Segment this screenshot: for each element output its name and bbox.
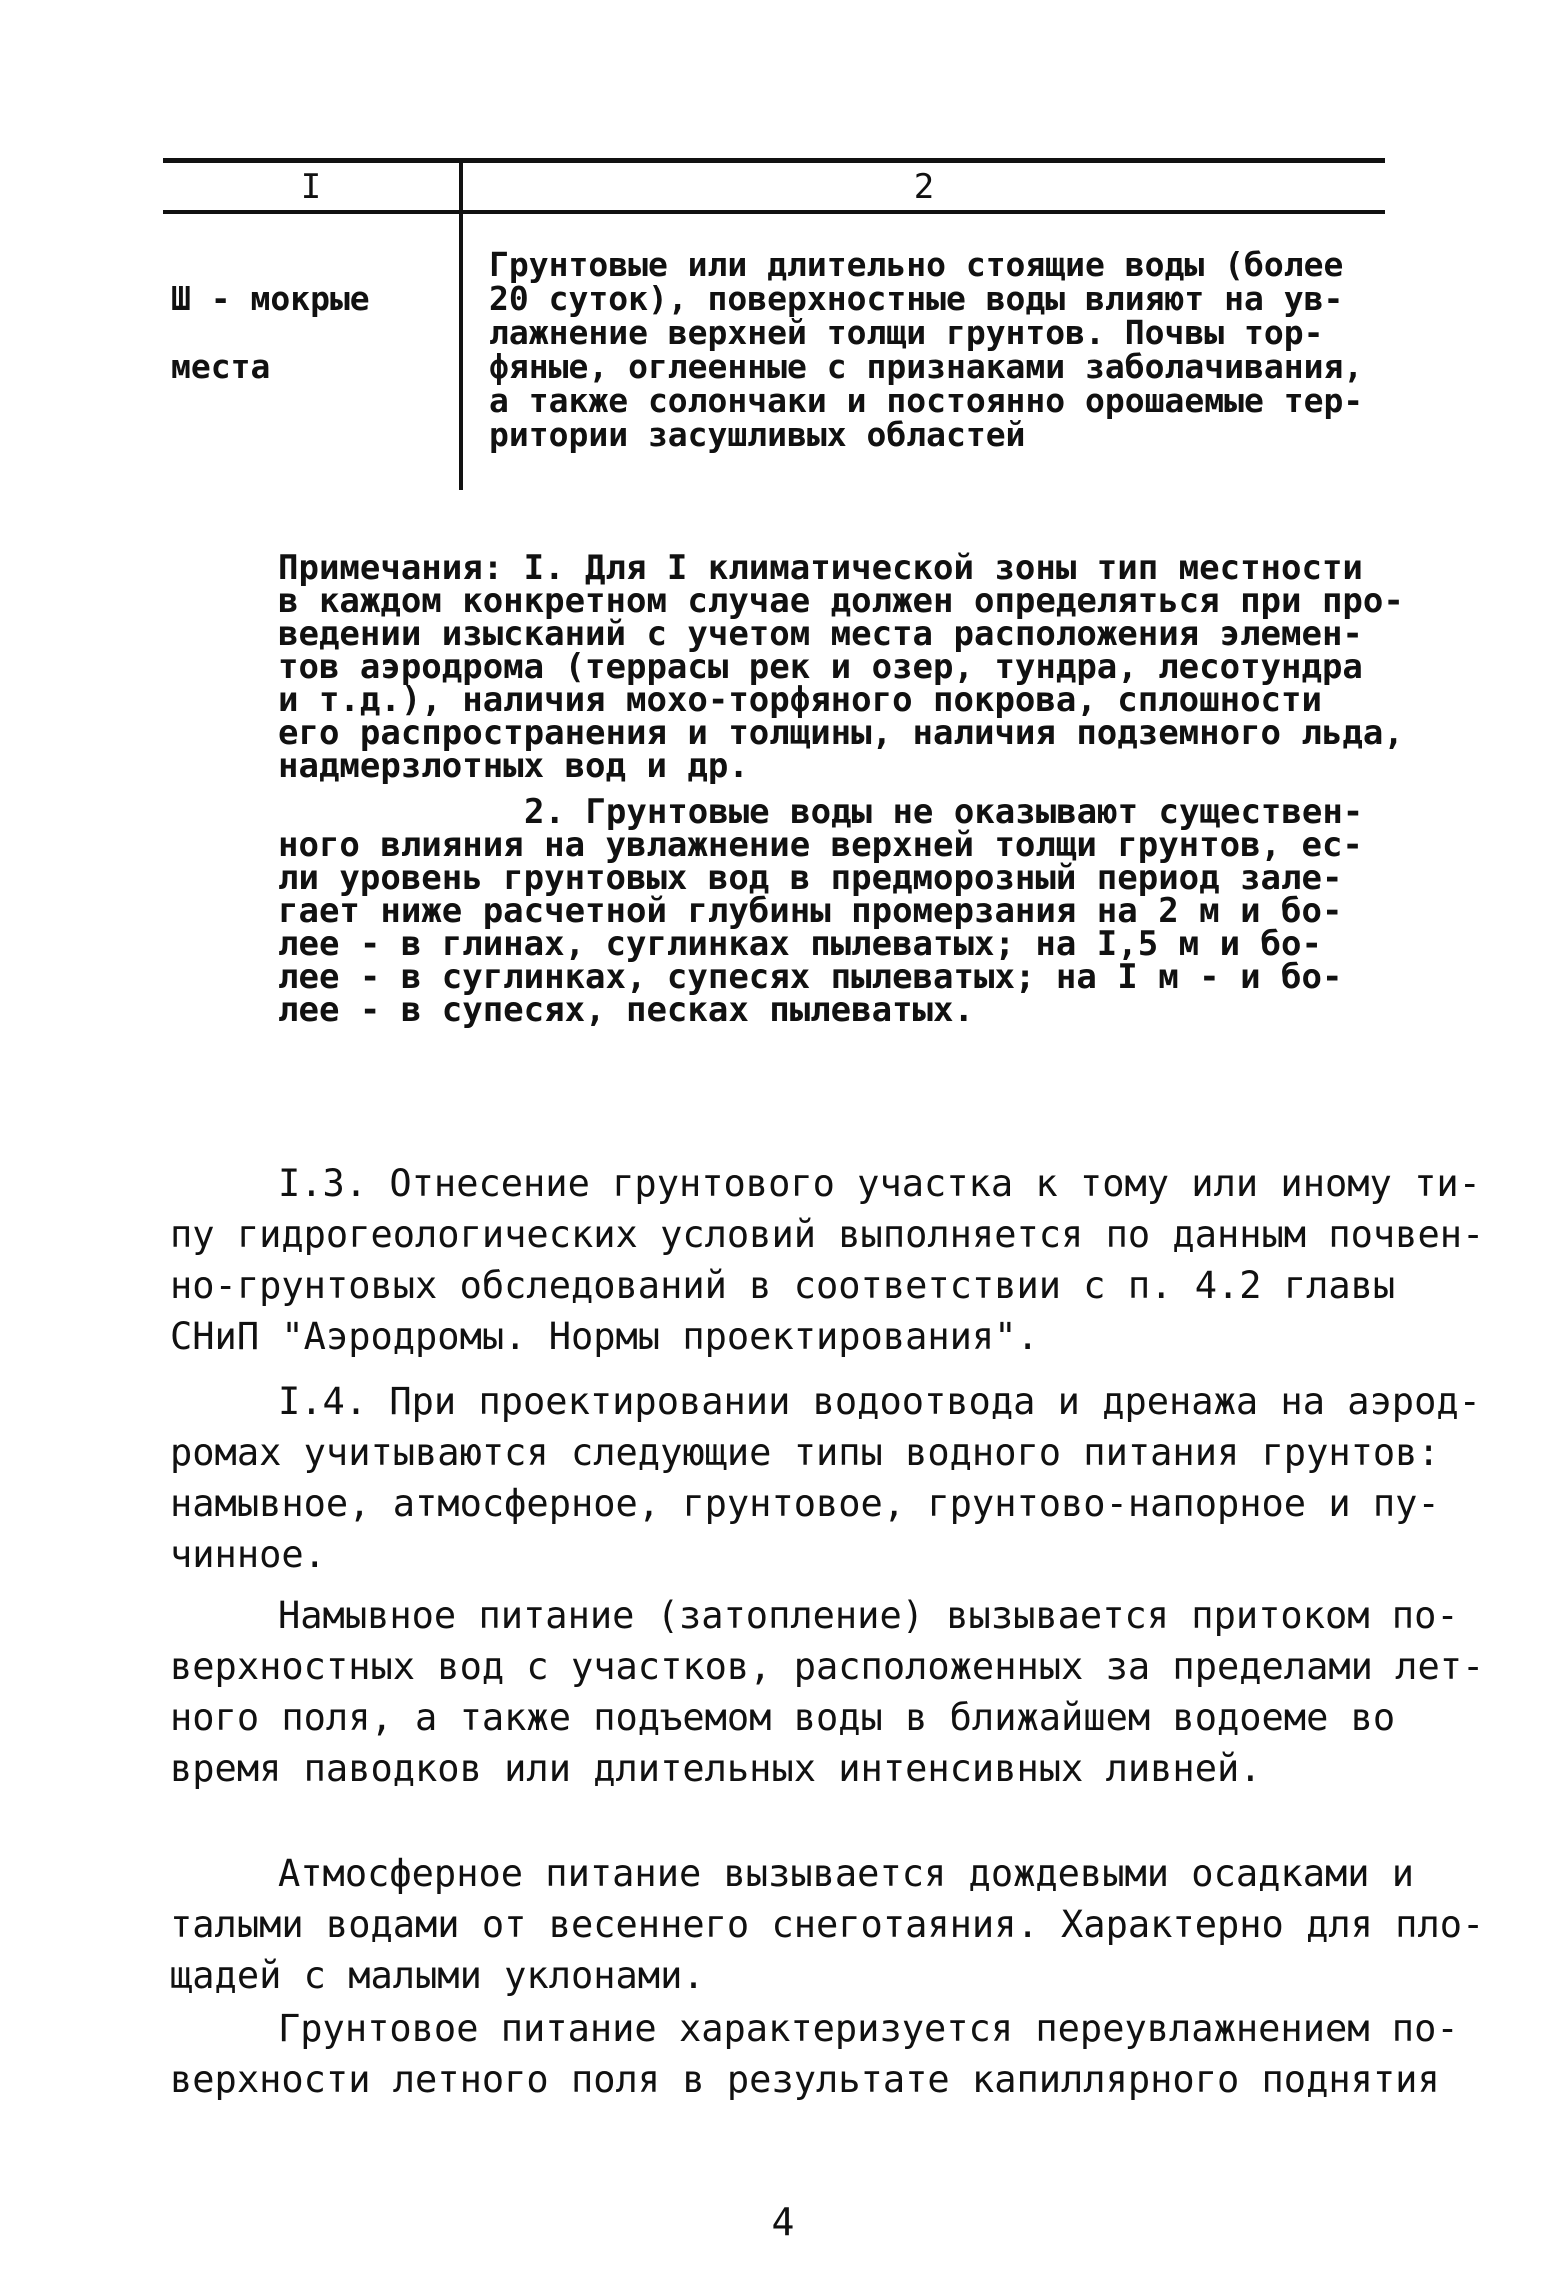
note-line: лее - в суглинках, супесях пылеватых; на I м - и бо- (278, 957, 1343, 997)
page-number: 4 (771, 2200, 795, 2244)
paragraph-line: щадей с малыми уклонами. (170, 1954, 705, 1997)
paragraph-line: ного поля, а также подъемом воды в ближайшем водоеме во (170, 1696, 1396, 1739)
note-line: ведении изысканий с учетом места расположения элемен- (278, 614, 1363, 654)
note-line: гает ниже расчетной глубины промерзания на 2 м и бо- (278, 891, 1343, 931)
paragraph-line: Намывное питание (затопление) вызывается притоком по- (278, 1594, 1459, 1637)
description-line: фяные, оглеенные с признаками заболачивания, (489, 347, 1364, 386)
note-line: 2. Грунтовые воды не оказывают существен- (524, 792, 1364, 832)
paragraph-line: пу гидрогеологических условий выполняется по данным почвен- (170, 1213, 1485, 1256)
paragraph-line: намывное, атмосферное, грунтовое, грунтово-напорное и пу- (170, 1482, 1440, 1525)
table-notes (278, 548, 1418, 1030)
paragraph-line: I.3. Отнесение грунтового участка к тому или иному ти- (278, 1162, 1481, 1205)
terrain-type-line: места (171, 347, 271, 386)
paragraph-atmospheric (170, 1848, 1485, 2001)
table-cell-description (489, 245, 1389, 454)
note-line: Примечания: I. Для I климатической зоны тип местности (278, 548, 1363, 588)
table-top-rule (163, 158, 1385, 163)
paragraph-line: талыми водами от весеннего снеготаяния. Характерно для пло- (170, 1903, 1485, 1946)
description-line: лажнение верхней толщи грунтов. Почвы тор- (489, 313, 1324, 352)
note-line: тов аэродрома (террасы рек и озер, тундра, лесотундра (278, 647, 1363, 687)
paragraph-surface-water (170, 1590, 1485, 1794)
paragraph-line: СНиП "Аэродромы. Нормы проектирования". (170, 1315, 1039, 1358)
paragraph-line: верхности летного поля в результате капиллярного поднятия (170, 2058, 1440, 2101)
paragraph-line: верхностных вод с участков, расположенных за пределами лет- (170, 1645, 1485, 1688)
note-line: надмерзлотных вод и др. (278, 746, 749, 786)
description-line: Грунтовые или длительно стоящие воды (более (489, 245, 1344, 284)
description-line: а также солончаки и постоянно орошаемые тер- (489, 381, 1364, 420)
note-line: в каждом конкретном случае должен определяться при про- (278, 581, 1404, 621)
paragraph-1-4 (170, 1376, 1481, 1580)
table-header-col1: I (300, 167, 322, 207)
note-line: его распространения и толщины, наличия подземного льда, (278, 713, 1404, 753)
table-cell-terrain-type (171, 248, 451, 418)
note-line: ли уровень грунтовых вод в предморозный период зале- (278, 858, 1343, 898)
paragraph-line: Грунтовое питание характеризуется переувлажнением по- (278, 2007, 1459, 2050)
terrain-type-line: Ш - мокрые (171, 279, 370, 318)
paragraph-1-3 (170, 1158, 1485, 1362)
description-line: ритории засушливых областей (489, 415, 1026, 454)
note-line: лее - в глинах, суглинках пылеватых; на I,5 м и бо- (278, 924, 1322, 964)
table-header-rule (163, 210, 1385, 214)
paragraph-groundwater (170, 2003, 1459, 2105)
paragraph-line: но-грунтовых обследований в соответствии с п. 4.2 главы (170, 1264, 1396, 1307)
paragraph-line: Атмосферное питание вызывается дождевыми осадками и (278, 1852, 1415, 1895)
note-line: ного влияния на увлажнение верхней толщи грунтов, ес- (278, 825, 1363, 865)
table-header-col2: 2 (913, 167, 935, 207)
paragraph-line: ромах учитываются следующие типы водного питания грунтов: (170, 1431, 1440, 1474)
note-line: и т.д.), наличия мохо-торфяного покрова, сплошности (278, 680, 1322, 720)
paragraph-line: I.4. При проектировании водоотвода и дренажа на аэрод- (278, 1380, 1481, 1423)
paragraph-line: чинное. (170, 1533, 326, 1576)
description-line: 20 суток), поверхностные воды влияют на ув- (489, 279, 1344, 318)
note-line: лее - в супесях, песках пылеватых. (278, 990, 974, 1030)
paragraph-line: время паводков или длительных интенсивных ливней. (170, 1747, 1262, 1790)
